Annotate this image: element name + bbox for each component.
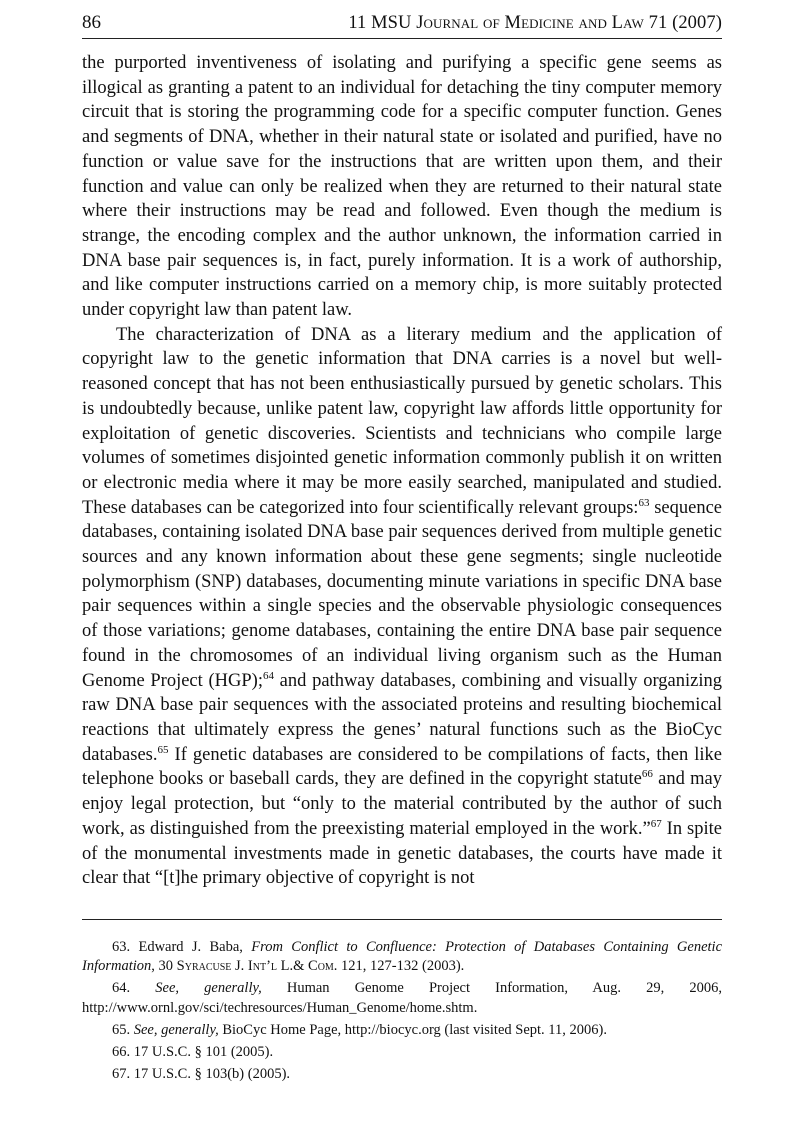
footnote-67-text: 17 U.S.C. § 103(b) (2005). bbox=[133, 1065, 291, 1082]
journal-name: MSU Journal of Medicine and Law bbox=[371, 13, 644, 33]
footnote-64-signal: See, generally, bbox=[155, 980, 262, 997]
paragraph-2-part-f: In spite of the monumental investments made in genetic databases, the courts have made it clear that “[t]he primary objective of copyright is not bbox=[82, 818, 722, 889]
running-header bbox=[82, 10, 722, 39]
footnote-65-number: 65. bbox=[112, 1021, 131, 1038]
footnote-65 bbox=[82, 1021, 722, 1041]
footnote-67 bbox=[82, 1065, 722, 1085]
body-text bbox=[82, 51, 722, 891]
footnote-63-title: From Conflict to Confluence: Protection of Databases Containing Genetic Information bbox=[82, 938, 723, 975]
footnote-ref-63: 63 bbox=[638, 496, 650, 509]
page-number: 86 bbox=[82, 12, 101, 33]
footnote-66-text: 17 U.S.C. § 101 (2005). bbox=[133, 1043, 274, 1060]
journal-page bbox=[82, 10, 722, 1087]
journal-page: 71 (2007) bbox=[648, 13, 722, 33]
footnote-65-text: BioCyc Home Page, http://biocyc.org (last visited Sept. 11, 2006). bbox=[218, 1021, 607, 1038]
paragraph-1: the purported inventiveness of isolating and purifying a specific gene seems as illogical as granting a patent to an individual for detaching the tiny computer memory circuit that is storing the programming code for a specific computer function. Genes and segments of DNA, whether in their natural state or isolated and purified, have no function or value save for the instructions that are written upon them, and their function and value can only be realized when they are returned to their natural state where their instructions may be read and followed. Even though the medium is strange, the encoding complex and the author unknown, the information carried in DNA base pair sequences is, in fact, purely information. It is a work of authorship, and like computer instructions carried on a memory chip, is more suitably protected under copyright law than patent law. bbox=[82, 53, 722, 321]
journal-citation bbox=[348, 13, 722, 34]
footnote-ref-64: 64 bbox=[262, 669, 274, 682]
paragraph-2-part-a: The characterization of DNA as a literary medium and the application of copyright law to the genetic information that DNA carries is a novel but well-reasoned concept that has not been enthusiastically pursued by genetic scholars. This is undoubtedly because, unlike patent law, copyright law affords little opportunity for exploitation of genetic discoveries. Scientists and technicians who compile large volumes of sometimes disjointed genetic information commonly publish it on written or electronic media where it may be more easily searched, manipulated and studied. These databases can be categorized into four scientifically relevant groups: bbox=[82, 324, 722, 518]
footnote-64 bbox=[82, 979, 722, 1018]
footnotes bbox=[82, 938, 722, 1085]
journal-volume: 11 bbox=[348, 13, 367, 33]
paragraph-2 bbox=[82, 323, 722, 891]
footnote-66 bbox=[82, 1043, 722, 1063]
footnote-64-number: 64. bbox=[112, 980, 131, 997]
paragraph-2-part-d: If genetic databases are considered to be compilations of facts, then like telephone books or baseball cards, they are defined in the copyright statute bbox=[82, 744, 722, 790]
footnote-ref-67: 67 bbox=[650, 817, 662, 830]
footnote-63-author: Edward J. Baba, bbox=[138, 938, 243, 955]
paragraph-2-part-b: sequence databases, containing isolated DNA base pair sequences derived from multiple genetic sources and any known information about these gene segments; single nucleotide polymorphism (SNP) databases, documenting minute variations in specific DNA base pair sequences within a single species and the observable physiologic consequences of those variations; genome databases, containing the entire DNA base pair sequence found in the chromosomes of an individual living organism such as the Human Genome Project (HGP); bbox=[82, 497, 723, 691]
footnote-ref-65: 65 bbox=[157, 743, 169, 756]
footnote-63 bbox=[82, 938, 722, 977]
footnote-67-number: 67. bbox=[112, 1065, 131, 1082]
footnote-64-text: Human Genome Project Information, Aug. 29, 2006, http://www.ornl.gov/sci/techresources/Human_Genome/home.shtm. bbox=[82, 980, 722, 1016]
paragraph-2-part-e: and may enjoy legal protection, but “only to the material contributed by the author of such work, as distinguished from the preexisting material employed in the work.” bbox=[82, 769, 722, 839]
footnote-ref-66: 66 bbox=[641, 768, 653, 781]
footnote-63-number: 63. bbox=[112, 938, 131, 955]
paragraph-2-part-c: and pathway databases, combining and visually organizing raw DNA base pair sequences with the associated proteins and resulting biochemical reactions that ultimately express the genes’ natural functions such as the BioCyc databases. bbox=[82, 670, 723, 765]
footnote-divider bbox=[82, 919, 722, 920]
footnote-65-signal: See, generally, bbox=[133, 1021, 219, 1038]
footnote-63-citation: , 30 Syracuse J. Int’l L.& Com. 121, 127-132 (2003). bbox=[151, 958, 465, 975]
footnote-66-number: 66. bbox=[112, 1043, 131, 1060]
